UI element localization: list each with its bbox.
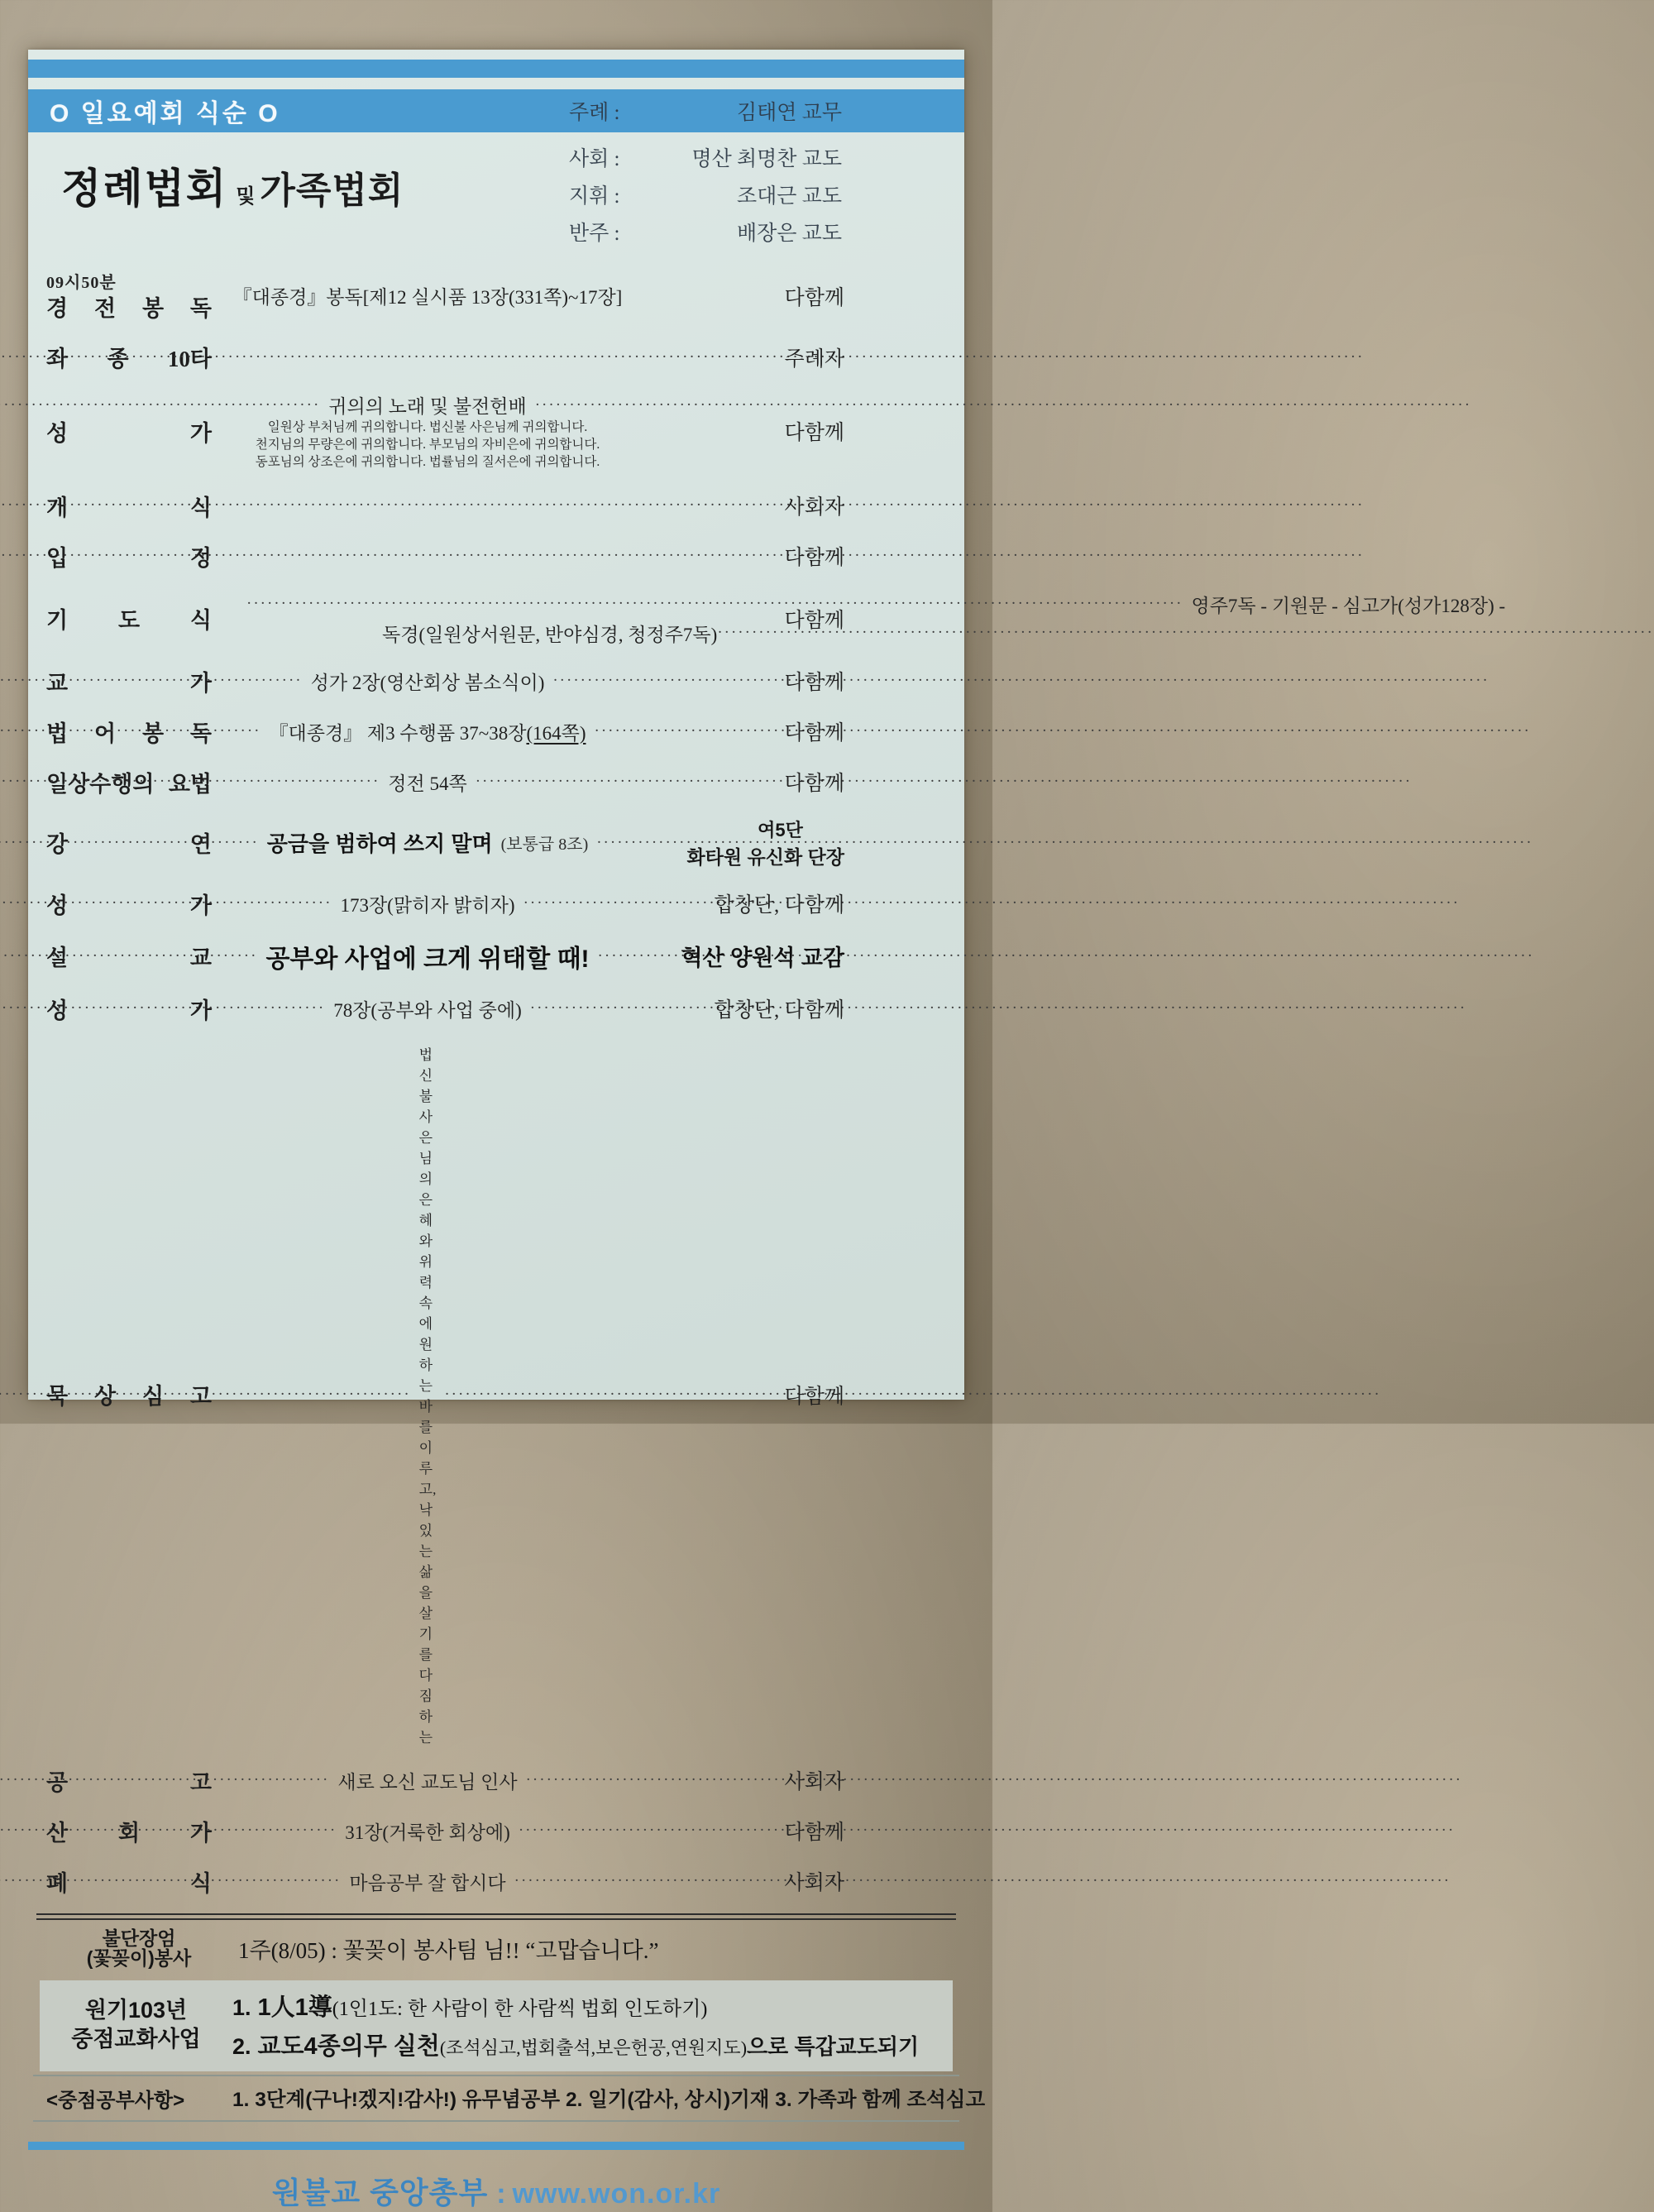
- program-item-label: 교 가: [46, 670, 212, 696]
- program-row: [28, 807, 964, 879]
- program-row-content-cell: [223, 347, 632, 368]
- program-row-participant-cell: [667, 416, 844, 446]
- program-item-label: 강 연: [46, 832, 212, 858]
- role-label: 반주 :: [569, 223, 620, 245]
- program-row-participant-cell: [667, 281, 844, 311]
- program-content: 법신불사은님의 은혜와 위력속에 원하는 바를 이루고, 낙있는 삶을 살기를 다짐하는: [418, 1046, 437, 1745]
- program-content: 『대종경』 제3 수행품 37~38장(164쪽): [269, 722, 586, 744]
- program-row-participant-cell: [667, 767, 844, 797]
- program-content-line: [223, 718, 632, 745]
- title-main: 정례법회: [61, 165, 228, 212]
- flower-label-line1: 불단장엄: [102, 1927, 176, 1949]
- program-row-participant-cell: [667, 666, 844, 696]
- leader-dots: [630, 285, 632, 307]
- leader-dots: [0, 1870, 341, 1892]
- leader-dots: [535, 395, 1472, 416]
- footer-url: www.won.or.kr: [512, 2178, 721, 2210]
- role-row: [569, 96, 842, 126]
- program-row: [28, 332, 964, 382]
- item-title: 1人1導: [257, 1994, 332, 2022]
- program-item-label: 성 가: [46, 420, 212, 446]
- program-row-participant-cell: [667, 1380, 844, 1410]
- leader-dots: [717, 622, 1654, 644]
- item-number: 1.: [232, 1995, 251, 2021]
- program-row-participant-cell: [667, 342, 844, 372]
- participant: 다함께: [784, 1385, 844, 1408]
- program-row-label-cell: [46, 602, 212, 634]
- hymn-sub-line: 동포님의 상조은에 귀의합니다. 법률님의 질서은에 귀의합니다.: [255, 454, 600, 469]
- hymn-sub-line: 천지님의 무량은에 귀의합니다. 부모님의 자비은에 귀의합니다.: [255, 437, 600, 452]
- role-name: 김태연 교무: [736, 102, 842, 124]
- leader-dots: [428, 545, 1365, 567]
- program-content-line: [223, 1767, 632, 1794]
- program-row-content-cell: [223, 768, 632, 796]
- divider-double: [36, 1913, 956, 1920]
- title-conjunction: 및: [236, 185, 256, 208]
- leader-dots: [0, 1384, 411, 1405]
- item-detail: 으로 특갑교도되기: [747, 2034, 920, 2060]
- program-content: 정전 54쪽: [388, 773, 467, 794]
- program-content-line2: 독경(일원상서원문, 반야심경, 청정주7독): [382, 624, 718, 645]
- leader-dots: [0, 545, 428, 567]
- program-row-content-cell: [223, 1868, 632, 1895]
- participant: 합창단, 다함께: [714, 999, 844, 1022]
- footer: [28, 2170, 964, 2212]
- program-row-content-cell: [223, 1043, 632, 1746]
- program-item-label: 폐 식: [46, 1870, 212, 1896]
- focus-project-label: [51, 1996, 221, 2054]
- focus-project-block: [40, 1980, 953, 2071]
- roles-list: [569, 141, 842, 247]
- program-item-label: 경 전 봉 독: [46, 296, 212, 321]
- program-row-participant-cell: [667, 993, 844, 1023]
- program-row-participant-cell: [667, 1765, 844, 1795]
- program-content: 31장(거룩한 회상에): [345, 1822, 510, 1843]
- program-content-line: [223, 391, 632, 419]
- top-accent-bar: [28, 60, 964, 78]
- participant: 다함께: [784, 722, 844, 745]
- program-row-participant-cell: [667, 1866, 844, 1896]
- leader-dots: [428, 347, 1365, 368]
- program-row-content-cell: [223, 827, 632, 858]
- leader-dots: [476, 771, 1413, 792]
- participant: 다함께: [784, 672, 844, 695]
- program-content-line: [223, 827, 632, 858]
- program-content-line: [223, 995, 632, 1022]
- leader-dots: [0, 1769, 329, 1791]
- program-content-line: [223, 495, 632, 516]
- participant: 화타원 유신화 단장: [686, 845, 844, 868]
- program-row: [28, 929, 964, 984]
- program-row: [28, 1034, 964, 1755]
- leader-dots: [0, 347, 428, 368]
- program-item-label: 성 가: [46, 893, 212, 918]
- leader-dots: [0, 395, 320, 416]
- program-row-content-cell: [223, 890, 632, 917]
- hymn-sub-lines: [223, 419, 632, 472]
- participant: 합창단, 다함께: [714, 894, 844, 917]
- program-item-label: 개 식: [46, 495, 212, 520]
- program-content: 마음공부 잘 합시다: [349, 1872, 506, 1894]
- program-item-label: 일상수행의 요법: [46, 771, 212, 797]
- program-content: 『대종경』봉독[제12 실시품 13장(331쪽)~17장]: [232, 287, 623, 308]
- program-item-label: 입 정: [46, 545, 212, 571]
- role-row: [569, 217, 842, 247]
- program-note: (보통급 8조): [500, 835, 589, 855]
- title-banner: [28, 89, 964, 132]
- program-item-label: 법 어 봉 독: [46, 721, 212, 746]
- program-row: [28, 531, 964, 582]
- program-item-label: 성 가: [46, 998, 212, 1023]
- program-row-content-cell: [223, 391, 632, 472]
- program-row: [28, 1755, 964, 1806]
- program-row: [28, 382, 964, 481]
- program-time: 09시50분: [46, 274, 117, 292]
- footer-organization: 원불교 중앙총부: [271, 2176, 489, 2210]
- document-title: [61, 141, 404, 215]
- participant: 사회자: [784, 496, 844, 519]
- focus-label-line2: 중점교화사업: [71, 2027, 201, 2052]
- focus-item-2: [232, 2028, 941, 2061]
- program-row-participant-cell: [667, 541, 844, 571]
- title-sub: 가족법회: [260, 170, 404, 211]
- leader-dots: [519, 1820, 1456, 1841]
- program-row-content-cell: [223, 938, 632, 974]
- program-content-line: [223, 768, 632, 796]
- program-row: [28, 706, 964, 757]
- program-content: 173장(맑히자 밝히자): [340, 894, 515, 916]
- role-row: [569, 180, 842, 209]
- program-content-line: [223, 890, 632, 917]
- leader-dots: [0, 998, 325, 1019]
- leader-dots: [514, 1870, 1451, 1892]
- banner-role-row: [569, 96, 842, 126]
- program-content: 공금을 범하여 쓰지 말며: [266, 831, 493, 857]
- flower-service-text: 1주(8/05) : 꽃꽂이 봉사팀 님!! “고맙습니다.”: [238, 1937, 659, 1963]
- item-note: (조석심고,법회출석,보은헌공,연원지도): [439, 2037, 748, 2059]
- program-row-content-cell: [223, 495, 632, 516]
- program-content: 78장(공부와 사업 중에): [333, 999, 522, 1021]
- program-content-line2-wrap: [223, 620, 718, 647]
- program-item-label: 산 회 가: [46, 1820, 212, 1846]
- participant: 다함께: [784, 609, 844, 632]
- program-row: [28, 757, 964, 807]
- participant: 다함께: [784, 286, 844, 309]
- program-row-participant-cell: [667, 816, 844, 869]
- program-content-line: [223, 1043, 632, 1746]
- program-content-line: [223, 591, 1506, 618]
- program-content-line: [223, 1817, 632, 1845]
- leader-dots: [0, 495, 428, 516]
- focus-items: [232, 1989, 941, 2061]
- participant: 사회자: [784, 1872, 844, 1895]
- footer-separator: :: [496, 2178, 506, 2210]
- focus-label-line1: 원기103년: [84, 1998, 188, 2023]
- leader-dots: [0, 1820, 337, 1841]
- leader-dots: [0, 832, 259, 854]
- program-row-content-cell: [223, 282, 632, 309]
- role-name: 명산 최명찬 교도: [691, 148, 842, 170]
- item-number: 2.: [232, 2034, 251, 2060]
- program-content-line: [223, 282, 632, 309]
- participant: 혁산 양원석 교감: [681, 946, 844, 971]
- program-item-label: 기 도 식: [46, 608, 212, 634]
- paper-sheet: [28, 50, 1506, 2210]
- program-row: [28, 984, 964, 1034]
- program-content-line: [223, 668, 632, 695]
- program-row-participant-cell: [667, 940, 844, 972]
- program-row-content-cell: [223, 668, 632, 695]
- program-row: [28, 1856, 964, 1907]
- flower-service-section: [28, 1920, 964, 1975]
- program-row-content-cell: [223, 718, 632, 745]
- program-content: 새로 오신 교도님 인사: [337, 1771, 518, 1793]
- participant: 다함께: [784, 547, 844, 570]
- program-row-content-cell: [223, 1767, 632, 1794]
- program-content: 성가 2장(영산회상 봄소식이): [310, 672, 545, 693]
- bottom-accent-bar: [28, 2142, 964, 2150]
- program-row-participant-cell: [667, 604, 844, 634]
- leader-dots: [523, 893, 1460, 914]
- participant: 다함께: [784, 422, 844, 445]
- program-content: 공부와 사업에 크게 위태할 때!: [265, 945, 590, 973]
- leader-dots: [0, 893, 332, 914]
- hymn-sub-line: 일원상 부처님께 귀의합니다. 법신불 사은님께 귀의합니다.: [267, 420, 588, 434]
- program-row: [28, 656, 964, 706]
- header-section: [28, 132, 964, 250]
- role-label: 지휘 :: [569, 185, 620, 208]
- study-points-text: 1. 3단계(구나!겠지!감사!) 유무념공부 2. 일기(감사, 상시)기재 3. 가족과 함께 조석심고: [232, 2089, 986, 2112]
- study-points-label: <중점공부사항>: [46, 2090, 185, 2113]
- focus-item-1: [232, 1989, 941, 2023]
- leader-dots: [0, 771, 380, 792]
- flower-label-line2: (꽃꽂이)봉사: [86, 1946, 192, 1969]
- program-content-line: [223, 1868, 632, 1895]
- program-row: [28, 1806, 964, 1856]
- leader-dots: [444, 1384, 1381, 1405]
- program-row-content-cell: [223, 1817, 632, 1845]
- program-row-participant-cell: [667, 716, 844, 746]
- program-list: [28, 260, 1506, 1907]
- participant-line2-top: 여5단: [758, 819, 803, 840]
- flower-service-label: [51, 1928, 227, 1969]
- program-row-participant-cell: [667, 491, 844, 520]
- program-content: 귀의의 노래 및 불전헌배: [328, 396, 527, 417]
- role-label: 주례 :: [569, 102, 620, 124]
- item-title: 교도4종의무 실천: [257, 2033, 440, 2061]
- program-row: [28, 481, 964, 531]
- program-content: 영주7독 - 기원문 - 심고가(성가128장) -: [1191, 595, 1506, 616]
- role-name: 조대근 교도: [736, 185, 842, 208]
- leader-dots: [428, 495, 1365, 516]
- program-row-participant-cell: [667, 1816, 844, 1846]
- study-points-row: [33, 2075, 986, 2122]
- participant: 주례자: [784, 347, 844, 371]
- leader-dots: [0, 721, 261, 742]
- item-detail: (1인1도: 한 사람이 한 사람씩 법회 인도하기): [332, 1999, 708, 2021]
- leader-dots: [0, 670, 303, 692]
- program-item-label: 공 고: [46, 1769, 212, 1795]
- program-row: [28, 582, 1506, 656]
- program-row-content-cell: [223, 545, 632, 567]
- program-row-content-cell: [223, 995, 632, 1022]
- page-ref-underlined: (164쪽): [526, 722, 586, 744]
- program-row-participant-cell: [667, 888, 844, 918]
- program-row-label-cell: [46, 415, 212, 448]
- participant: 다함께: [784, 773, 844, 796]
- leader-dots: [223, 285, 225, 307]
- program-item-label: 좌 종 10타: [46, 347, 212, 371]
- program-row-label-cell: [46, 269, 212, 323]
- role-name: 배장은 교도: [736, 223, 842, 245]
- program-content-line: [223, 938, 632, 974]
- program-content-line: [223, 347, 632, 368]
- program-content-line: [223, 545, 632, 567]
- program-row: [28, 260, 964, 332]
- banner-title: O 일요예회 식순 O: [50, 100, 280, 127]
- program-item-label: 설 교: [46, 946, 212, 971]
- role-row: [569, 142, 842, 172]
- leader-dots: [0, 946, 257, 967]
- participant: 다함께: [784, 1822, 844, 1845]
- program-item-label: 묵 상 심 고: [46, 1384, 212, 1410]
- program-row: [28, 879, 964, 929]
- participant: 사회자: [784, 1771, 844, 1794]
- role-label: 사회 :: [569, 148, 620, 170]
